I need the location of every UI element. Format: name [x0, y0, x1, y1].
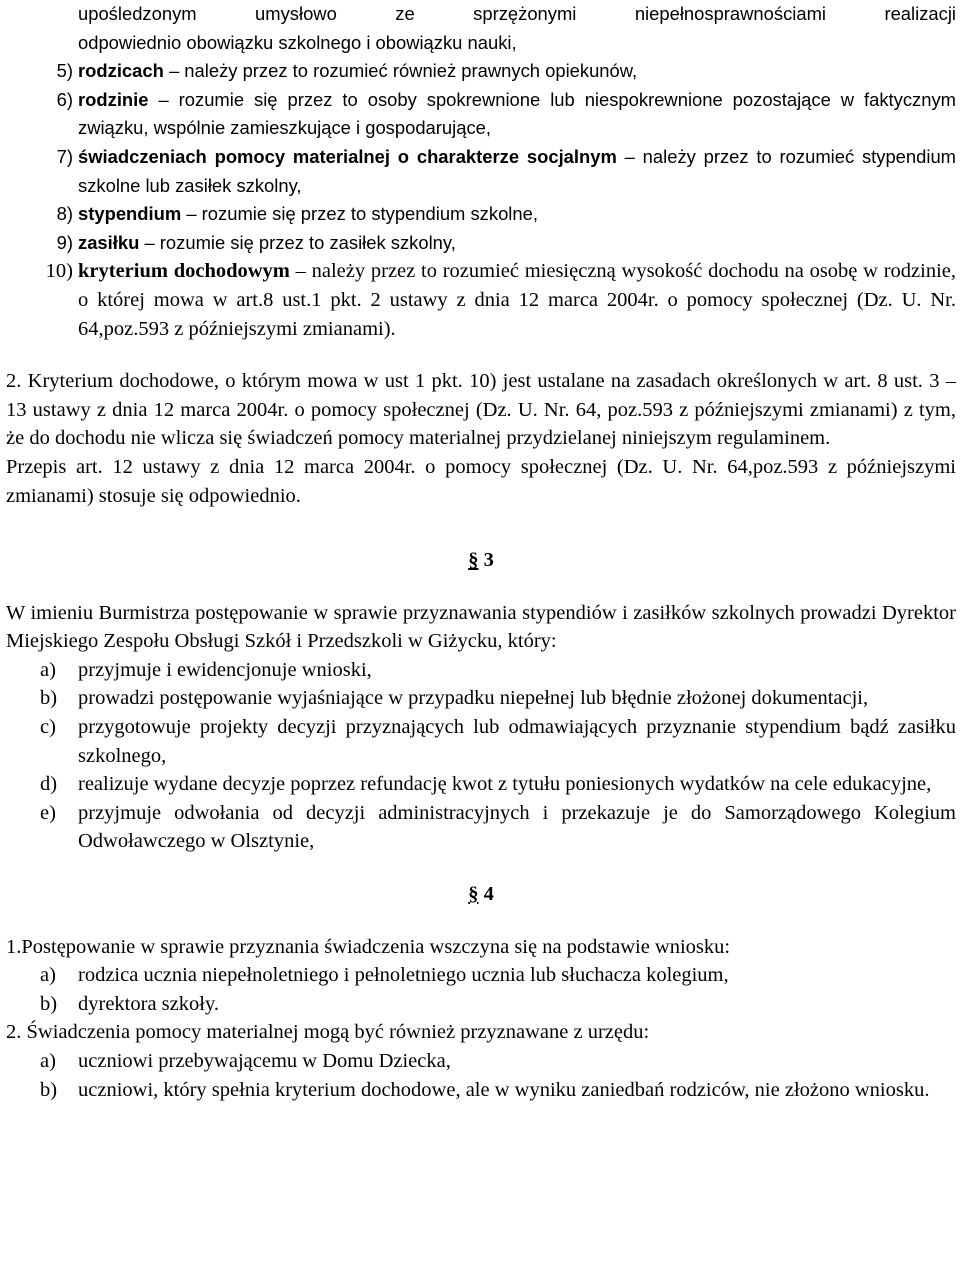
defined-term: zasiłku	[78, 231, 140, 253]
list-item	[6, 713, 956, 770]
list-item	[6, 770, 956, 799]
definition-body: – rozumie się przez to osoby spokrewnione lub niespokrewnione pozostające w faktycznym związku, wspólnie zamieszkujące i gospodarujące,	[78, 88, 956, 139]
definition-body: – rozumie się przez to zasiłek szkolny,	[139, 231, 456, 253]
defined-term: rodzinie	[78, 88, 149, 110]
defined-term: rodzicach	[78, 60, 164, 82]
item-text	[78, 143, 956, 200]
item-text: przygotowuje projekty decyzji przyznających lub odmawiających przyznanie stypendium bądź zasiłku szkolnego,	[78, 716, 956, 767]
definition-body: – należy przez to rozumieć również prawnych opiekunów,	[163, 60, 638, 82]
text-line: odpowiednio obowiązku szkolnego i obowiązku nauki,	[78, 31, 517, 53]
item-letter: c)	[40, 716, 56, 739]
item-number: 10)	[45, 260, 73, 283]
definitions-list	[6, 57, 956, 343]
definition-item	[6, 143, 956, 200]
list-item	[6, 990, 956, 1019]
item-letter: d)	[40, 773, 58, 796]
text-line: upośledzonym umysłowo ze sprzężonymi niepełnosprawnościami realizacji	[78, 3, 956, 24]
item-letter: a)	[40, 658, 56, 681]
definition-item	[6, 57, 956, 86]
section-mark: §	[468, 549, 479, 572]
document-page	[6, 0, 956, 1104]
item-number: 6)	[56, 88, 73, 110]
list-item	[6, 799, 956, 856]
item-text: przyjmuje odwołania od decyzji administracyjnych i przekazuje je do Samorządowego Kolegium Odwoławczego w Olsztynie,	[78, 801, 956, 853]
item-text: przyjmuje i ewidencjonuje wnioski,	[78, 658, 372, 681]
paragraph-3: Przepis art. 12 ustawy z dnia 12 marca 2004r. o pomocy społecznej (Dz. U. Nr. 64,poz.593 z późniejszymi zmianami) stosuje się odpowiednio.	[6, 455, 956, 507]
item-letter: b)	[40, 1078, 58, 1101]
section-4-paragraph-2: 2. Świadczenia pomocy materialnej mogą być również przyznawane z urzędu:	[6, 1021, 650, 1044]
item-letter: b)	[40, 687, 58, 710]
item-text: dyrektora szkoły.	[78, 992, 219, 1015]
definition-item	[6, 86, 956, 143]
definition-body: – należy przez to rozumieć miesięczną wysokość dochodu na osobę w rodzinie, o której mowa w art.8 ust.1 pkt. 2 ustawy z dnia 12 marca 2004r. o pomocy społecznej (Dz. U. Nr. 64,poz.593 z późniejszymi zmianami).	[78, 260, 956, 340]
section-3-heading	[6, 546, 956, 575]
item-text: rodzica ucznia niepełnoletniego i pełnoletniego ucznia lub słuchacza kolegium,	[78, 964, 729, 987]
list-item	[6, 684, 956, 713]
section-number: 4	[483, 883, 494, 906]
definition-body: – rozumie się przez to stypendium szkolne,	[181, 203, 538, 225]
item-text	[78, 200, 956, 229]
spacer	[6, 575, 956, 599]
item-letter: e)	[40, 801, 56, 824]
item-letter: a)	[40, 964, 56, 987]
item-text	[78, 229, 956, 258]
section-mark: §	[468, 883, 479, 906]
item-text	[78, 257, 956, 343]
item-text: uczniowi przebywającemu w Domu Dziecka,	[78, 1050, 451, 1072]
spacer	[6, 510, 956, 546]
section-4-heading	[6, 880, 956, 909]
section-3-list	[6, 656, 956, 856]
list-item	[6, 656, 956, 685]
definition-item	[6, 229, 956, 258]
item-text: realizuje wydane decyzje poprzez refundację kwot z tytułu poniesionych wydatków na cele edukacyjne,	[78, 773, 932, 796]
item-number: 5)	[56, 60, 73, 82]
section-4-list-1	[6, 961, 956, 1018]
item-text	[78, 57, 956, 86]
item-number: 7)	[56, 145, 73, 167]
spacer	[6, 909, 956, 933]
section-number: 3	[483, 549, 494, 572]
item-letter: b)	[40, 992, 58, 1015]
spacer	[6, 343, 956, 367]
item-text: uczniowi, który spełnia kryterium dochodowe, ale w wyniku zaniedbań rodziców, nie złożono wniosku.	[78, 1078, 930, 1101]
defined-term: stypendium	[78, 203, 182, 225]
definition-body: – należy przez to rozumieć stypendium szkolne lub zasiłek szkolny,	[78, 145, 956, 196]
item-letter: a)	[40, 1050, 56, 1072]
continued-definition	[78, 0, 956, 57]
list-item	[6, 961, 956, 990]
list-item	[6, 1076, 956, 1105]
item-number: 8)	[56, 203, 73, 225]
definition-item	[6, 200, 956, 229]
section-4-paragraph-1: 1.Postępowanie w sprawie przyznania świadczenia wszczyna się na podstawie wniosku:	[6, 935, 731, 958]
defined-term: świadczeniach pomocy materialnej o charakterze socjalnym	[78, 145, 617, 167]
list-item	[6, 1047, 956, 1076]
item-text	[78, 86, 956, 143]
defined-term: kryterium dochodowym	[78, 260, 290, 283]
definition-item	[6, 257, 956, 343]
paragraph-2: 2. Kryterium dochodowe, o którym mowa w ust 1 pkt. 10) jest ustalane na zasadach określonych w art. 8 ust. 3 – 13 ustawy z dnia 12 marca 2004r. o pomocy społecznej (Dz. U. Nr. 64, poz.593 z późniejszymi zmianami) z tym, że do dochodu nie wlicza się świadczeń pomocy materialnej przydzielanej niniejszym regulaminem.	[6, 370, 956, 450]
item-number: 9)	[56, 231, 73, 253]
section-4-list-2	[6, 1047, 956, 1104]
item-text: prowadzi postępowanie wyjaśniające w przypadku niepełnej lub błędnie złożonej dokumentacji,	[78, 687, 869, 710]
section-3-intro: W imieniu Burmistrza postępowanie w sprawie przyznawania stypendiów i zasiłków szkolnych prowadzi Dyrektor Miejskiego Zespołu Obsługi Szkół i Przedszkoli w Giżycku, który:	[6, 601, 956, 653]
spacer	[6, 856, 956, 880]
